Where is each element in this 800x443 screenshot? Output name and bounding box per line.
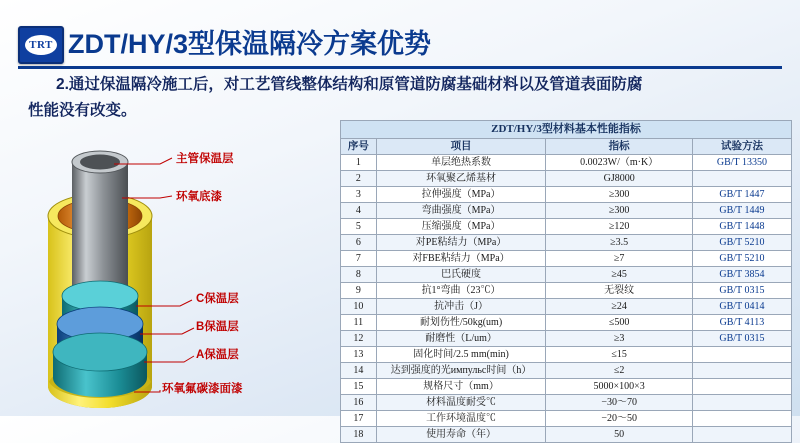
table-cell: GB/T 1448: [692, 219, 791, 235]
spec-table: [340, 120, 792, 443]
table-cell: ≤500: [546, 315, 692, 331]
table-caption: ZDT/HY/3型材料基本性能指标: [341, 121, 792, 139]
table-cell: ≥3: [546, 331, 692, 347]
table-row: [341, 427, 792, 443]
table-cell: 达到强度的光импульс时间（h）: [376, 363, 546, 379]
table-row: [341, 299, 792, 315]
table-cell: 4: [341, 203, 377, 219]
table-cell: ≥120: [546, 219, 692, 235]
pipe-diagram-svg: [10, 128, 310, 416]
table-cell: ≤15: [546, 347, 692, 363]
table-row: [341, 315, 792, 331]
table-row: [341, 395, 792, 411]
table-cell: 12: [341, 331, 377, 347]
table-cell: GB/T 1449: [692, 203, 791, 219]
table-cell: 14: [341, 363, 377, 379]
table-cell: −30～70: [546, 395, 692, 411]
paragraph-line-2: 性能没有改变。: [28, 102, 137, 119]
table-cell: 工作环境温度℃: [376, 411, 546, 427]
table-row: [341, 411, 792, 427]
table-row: [341, 187, 792, 203]
column-header-index: 指标: [546, 139, 692, 155]
table-cell: 使用寿命（年）: [376, 427, 546, 443]
table-cell: [692, 171, 791, 187]
table-cell: GB/T 0315: [692, 283, 791, 299]
table-cell: 2: [341, 171, 377, 187]
table-cell: −20～50: [546, 411, 692, 427]
table-cell: ≥24: [546, 299, 692, 315]
table-cell: 耐划伤性/50kg(um): [376, 315, 546, 331]
table-body: [341, 155, 792, 443]
table-cell: ≥3.5: [546, 235, 692, 251]
callout-layer-b: B保温层: [196, 321, 239, 333]
pipe-cutaway-illustration: [10, 128, 310, 416]
table-cell: 50: [546, 427, 692, 443]
table-row: [341, 219, 792, 235]
table-cell: ≥45: [546, 267, 692, 283]
callout-layer-a: A保温层: [196, 349, 239, 361]
table-cell: 抗1°弯曲（23℃）: [376, 283, 546, 299]
table-cell: ≤2: [546, 363, 692, 379]
table-row: [341, 379, 792, 395]
table-cell: 5: [341, 219, 377, 235]
table-cell: 耐磨性（L/um）: [376, 331, 546, 347]
table-cell: ≥300: [546, 203, 692, 219]
table-header-row: [341, 139, 792, 155]
logo-label: TRT: [29, 39, 53, 51]
table-cell: 巴氏硬度: [376, 267, 546, 283]
table-cell: 15: [341, 379, 377, 395]
table-cell: 材料温度耐受℃: [376, 395, 546, 411]
spec-table-wrapper: [340, 120, 792, 443]
table-cell: GB/T 0315: [692, 331, 791, 347]
table-row: [341, 283, 792, 299]
table-cell: 固化时间/2.5 mm(min): [376, 347, 546, 363]
table-cell: [692, 347, 791, 363]
table-cell: 13: [341, 347, 377, 363]
table-cell: 9: [341, 283, 377, 299]
table-row: [341, 331, 792, 347]
table-cell: GB/T 3854: [692, 267, 791, 283]
table-cell: 对FBE粘结力（MPa）: [376, 251, 546, 267]
table-cell: 无裂纹: [546, 283, 692, 299]
table-cell: 单层绝热系数: [376, 155, 546, 171]
table-cell: 1: [341, 155, 377, 171]
table-row: [341, 203, 792, 219]
table-cell: 7: [341, 251, 377, 267]
table-cell: 压缩强度（MPa）: [376, 219, 546, 235]
table-cell: GB/T 5210: [692, 235, 791, 251]
page-title: ZDT/HY/3型保温隔冷方案优势: [68, 29, 432, 59]
callout-main-insulation: 主管保温层: [176, 153, 234, 165]
table-row: [341, 347, 792, 363]
table-cell: GJ8000: [546, 171, 692, 187]
column-header-test: 试验方法: [692, 139, 791, 155]
body-paragraph: [28, 72, 696, 124]
table-cell: 8: [341, 267, 377, 283]
paragraph-line-1: 2.通过保温隔冷施工后，对工艺管线整体结构和原管道防腐基础材料以及管道表面防腐: [56, 76, 643, 93]
table-cell: ≥7: [546, 251, 692, 267]
table-cell: 拉伸强度（MPa）: [376, 187, 546, 203]
table-cell: 17: [341, 411, 377, 427]
table-cell: GB/T 4113: [692, 315, 791, 331]
table-row: [341, 363, 792, 379]
table-row: [341, 171, 792, 187]
company-logo: [18, 26, 64, 64]
table-cell: ≥300: [546, 187, 692, 203]
callout-layer-c: C保温层: [196, 293, 239, 305]
callout-epoxy-fluorocarbon-topcoat: 环氧氟碳漆面漆: [162, 383, 243, 395]
table-cell: [692, 363, 791, 379]
column-header-no: 序号: [341, 139, 377, 155]
table-cell: 6: [341, 235, 377, 251]
table-cell: 5000×100×3: [546, 379, 692, 395]
table-row: [341, 235, 792, 251]
table-cell: 16: [341, 395, 377, 411]
table-cell: [692, 395, 791, 411]
slide-header: [18, 22, 782, 66]
table-cell: 10: [341, 299, 377, 315]
table-cell: 18: [341, 427, 377, 443]
callout-epoxy-primer: 环氧底漆: [176, 191, 222, 203]
table-cell: 11: [341, 315, 377, 331]
logo-ellipse: [25, 35, 57, 55]
table-cell: 3: [341, 187, 377, 203]
table-cell: 对PE粘结力（MPa）: [376, 235, 546, 251]
table-cell: [692, 411, 791, 427]
table-cell: 环氧聚乙烯基材: [376, 171, 546, 187]
table-cell: GB/T 5210: [692, 251, 791, 267]
table-cell: [692, 427, 791, 443]
table-cell: 规格尺寸（mm）: [376, 379, 546, 395]
table-cell: [692, 379, 791, 395]
table-row: [341, 251, 792, 267]
table-cell: GB/T 13350: [692, 155, 791, 171]
table-cell: GB/T 0414: [692, 299, 791, 315]
table-cell: 0.0023W/（m·K）: [546, 155, 692, 171]
table-row: [341, 267, 792, 283]
table-cell: GB/T 1447: [692, 187, 791, 203]
table-cell: 抗冲击（J）: [376, 299, 546, 315]
table-row: [341, 155, 792, 171]
column-header-item: 项目: [376, 139, 546, 155]
title-underline: [18, 66, 782, 69]
table-cell: 弯曲强度（MPa）: [376, 203, 546, 219]
table-caption-row: [341, 121, 792, 139]
